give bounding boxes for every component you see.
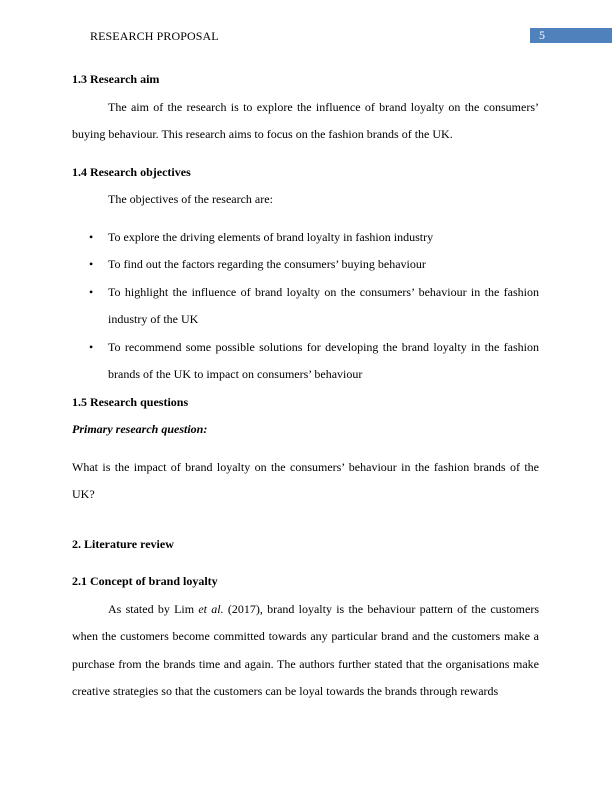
- bullet-icon: •: [89, 339, 94, 354]
- page-number: 5: [539, 28, 545, 42]
- objective-text: To find out the factors regarding the consumers’ buying behaviour: [108, 257, 426, 271]
- bullet-icon: •: [89, 257, 94, 271]
- concept-citation-italic: et al.: [198, 601, 224, 616]
- spacer: [72, 444, 539, 454]
- primary-question-subheading: Primary research question:: [72, 422, 208, 436]
- bullet-icon: •: [89, 284, 94, 299]
- section-heading-research-objectives: 1.4 Research objectives: [72, 164, 191, 179]
- objective-text: To highlight the influence of brand loyalty on the consumers’ behaviour in the fashion industry of the UK: [108, 284, 539, 326]
- section-heading-concept-brand-loyalty: 2.1 Concept of brand loyalty: [72, 574, 218, 588]
- objectives-list: [72, 224, 539, 389]
- list-item: [72, 224, 539, 252]
- concept-paragraph: [72, 596, 539, 706]
- spacer: [72, 509, 539, 531]
- running-header-title: RESEARCH PROPOSAL: [90, 29, 219, 43]
- page-number-bar: [530, 28, 612, 43]
- objective-text: To recommend some possible solutions for developing the brand loyalty in the fashion brands of the UK to impact on consumers’ behaviour: [108, 339, 539, 381]
- objectives-intro: The objectives of the research are:: [108, 192, 273, 206]
- document-body: [72, 66, 539, 706]
- bullet-icon: •: [89, 229, 94, 244]
- section-heading-research-questions: 1.5 Research questions: [72, 394, 189, 409]
- section-heading-research-aim: 1.3 Research aim: [72, 72, 160, 86]
- concept-text-rest: (2017), brand loyalty is the behaviour pattern of the customers when the customers become committed towards any particular brand and the customers make a purchase from the brands time and again. The authors further stated that the organisations make creative strategies so that the customers can be loyal towards the brands through rewards: [72, 601, 539, 698]
- spacer: [72, 558, 539, 568]
- primary-research-question: What is the impact of brand loyalty on the consumers’ behaviour in the fashion brands of the UK?: [72, 459, 539, 501]
- list-item: [72, 334, 539, 389]
- list-item: [72, 251, 539, 279]
- concept-text-start: As stated by Lim: [108, 601, 199, 616]
- list-item: [72, 279, 539, 334]
- objective-text: To explore the driving elements of brand loyalty in fashion industry: [108, 229, 434, 244]
- research-aim-paragraph: The aim of the research is to explore the influence of brand loyalty on the consumers’ buying behaviour. This research aims to focus on the fashion brands of the UK.: [72, 99, 539, 141]
- section-heading-literature-review: 2. Literature review: [72, 536, 174, 551]
